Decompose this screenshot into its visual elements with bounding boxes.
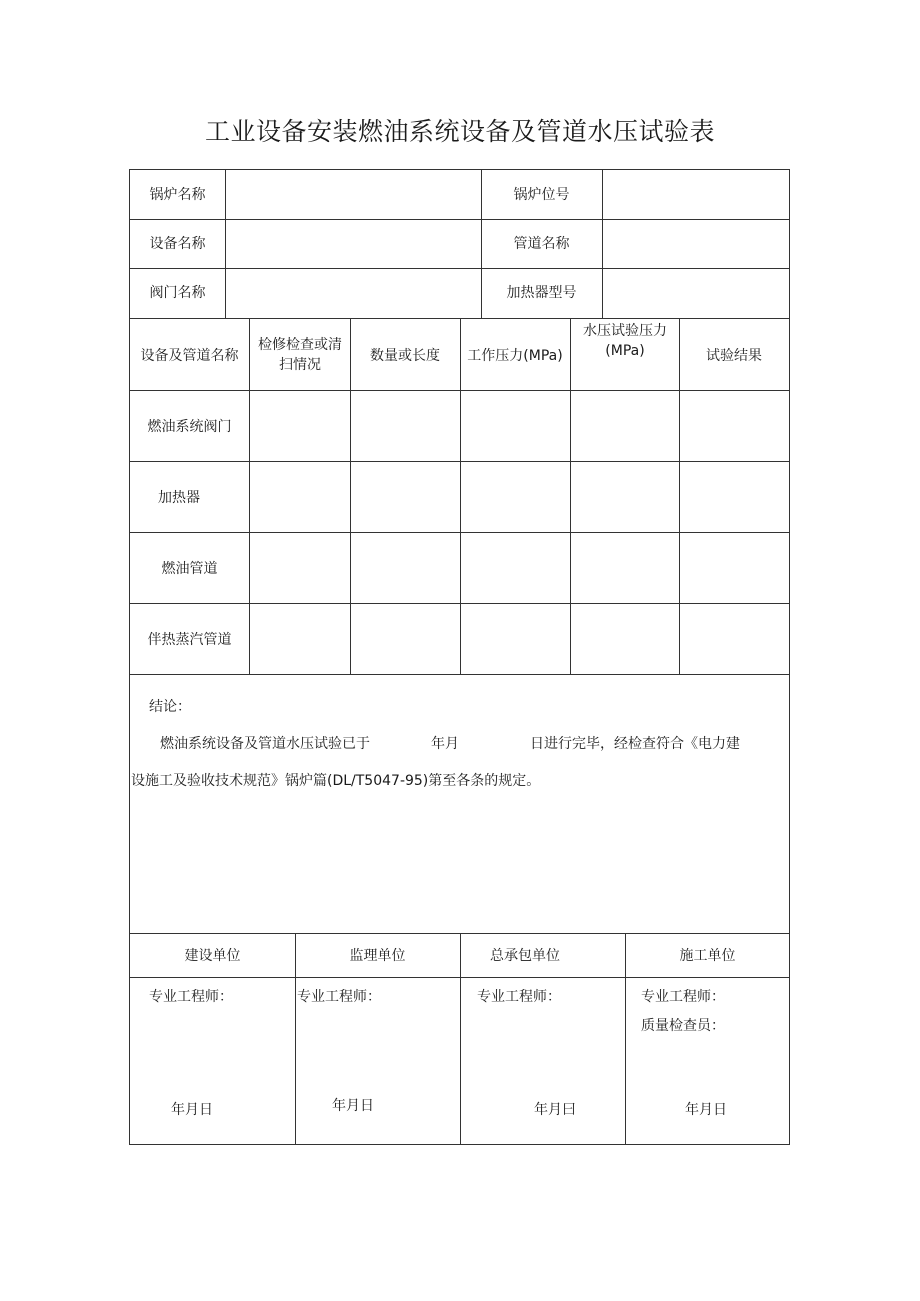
conclusion-month: 年月 xyxy=(431,736,459,752)
col-header-quantity: 数量或长度 xyxy=(370,348,440,364)
unit-supervisor: 监理单位 xyxy=(349,948,406,964)
conclusion-label: 结论： xyxy=(149,699,191,715)
boiler-position-label: 锅炉位号 xyxy=(513,187,570,203)
row-divider xyxy=(130,674,789,675)
pipe-name-label: 管道名称 xyxy=(513,236,570,252)
pipe-name-value[interactable] xyxy=(603,219,789,268)
quality-inspector-label: 质量检查员： xyxy=(641,1018,725,1034)
test-form xyxy=(129,169,790,1145)
equipment-name-value[interactable] xyxy=(226,219,481,268)
col-divider xyxy=(350,318,351,674)
unit-general-contractor: 总承包单位 xyxy=(490,948,560,964)
heater-model-label: 加热器型号 xyxy=(506,285,577,301)
page-title: 工业设备安装燃油系统设备及管道水压试验表 xyxy=(204,117,715,146)
supervisor-engineer-label: 专业工程师： xyxy=(297,989,381,1005)
conclusion-text-2: 设施工及验收技术规范》锅炉篇(DL/T5047-95)第至各条的规定。 xyxy=(131,773,541,789)
col-header-equipment: 设备及管道名称 xyxy=(140,348,239,364)
boiler-name-value[interactable] xyxy=(226,170,481,219)
col-header-working-pressure: 工作压力(MPa) xyxy=(467,348,563,364)
equipment-name-label: 设备名称 xyxy=(149,236,206,252)
boiler-position-value[interactable] xyxy=(603,170,789,219)
col-divider xyxy=(249,318,250,674)
construction-engineer-label: 专业工程师： xyxy=(641,989,725,1005)
col-header-test-pressure: 水压试验压力(MPa) xyxy=(583,323,667,359)
row-label-steam-tracing-pipe: 伴热蒸汽管道 xyxy=(147,632,232,648)
contractor-date: 年月曰 xyxy=(534,1102,576,1118)
supervisor-date: 年月日 xyxy=(332,1098,374,1114)
col-divider xyxy=(460,318,461,674)
col-header-result: 试验结果 xyxy=(706,348,762,364)
owner-date: 年月日 xyxy=(171,1102,213,1118)
row-label-fuel-valves: 燃油系统阀门 xyxy=(147,419,232,435)
row-label-heater: 加热器 xyxy=(158,490,200,506)
heater-model-value[interactable] xyxy=(603,268,789,318)
boiler-name-label: 锅炉名称 xyxy=(149,187,206,203)
owner-engineer-label: 专业工程师： xyxy=(149,989,233,1005)
valve-name-label: 阀门名称 xyxy=(149,285,206,301)
unit-owner: 建设单位 xyxy=(184,948,241,964)
contractor-engineer-label: 专业工程师： xyxy=(477,989,561,1005)
conclusion-text-c: 日进行完毕，经检查符合《电力建 xyxy=(530,736,740,752)
col-divider xyxy=(570,318,571,674)
col-header-inspection: 检修检查或清扫情况 xyxy=(258,337,342,373)
unit-construction: 施工单位 xyxy=(679,948,736,964)
row-label-fuel-pipe: 燃油管道 xyxy=(161,561,218,577)
construction-date: 年月日 xyxy=(685,1102,727,1118)
conclusion-text-a: 燃油系统设备及管道水压试验已于 xyxy=(160,736,370,752)
col-divider xyxy=(679,318,680,674)
valve-name-value[interactable] xyxy=(226,268,481,318)
